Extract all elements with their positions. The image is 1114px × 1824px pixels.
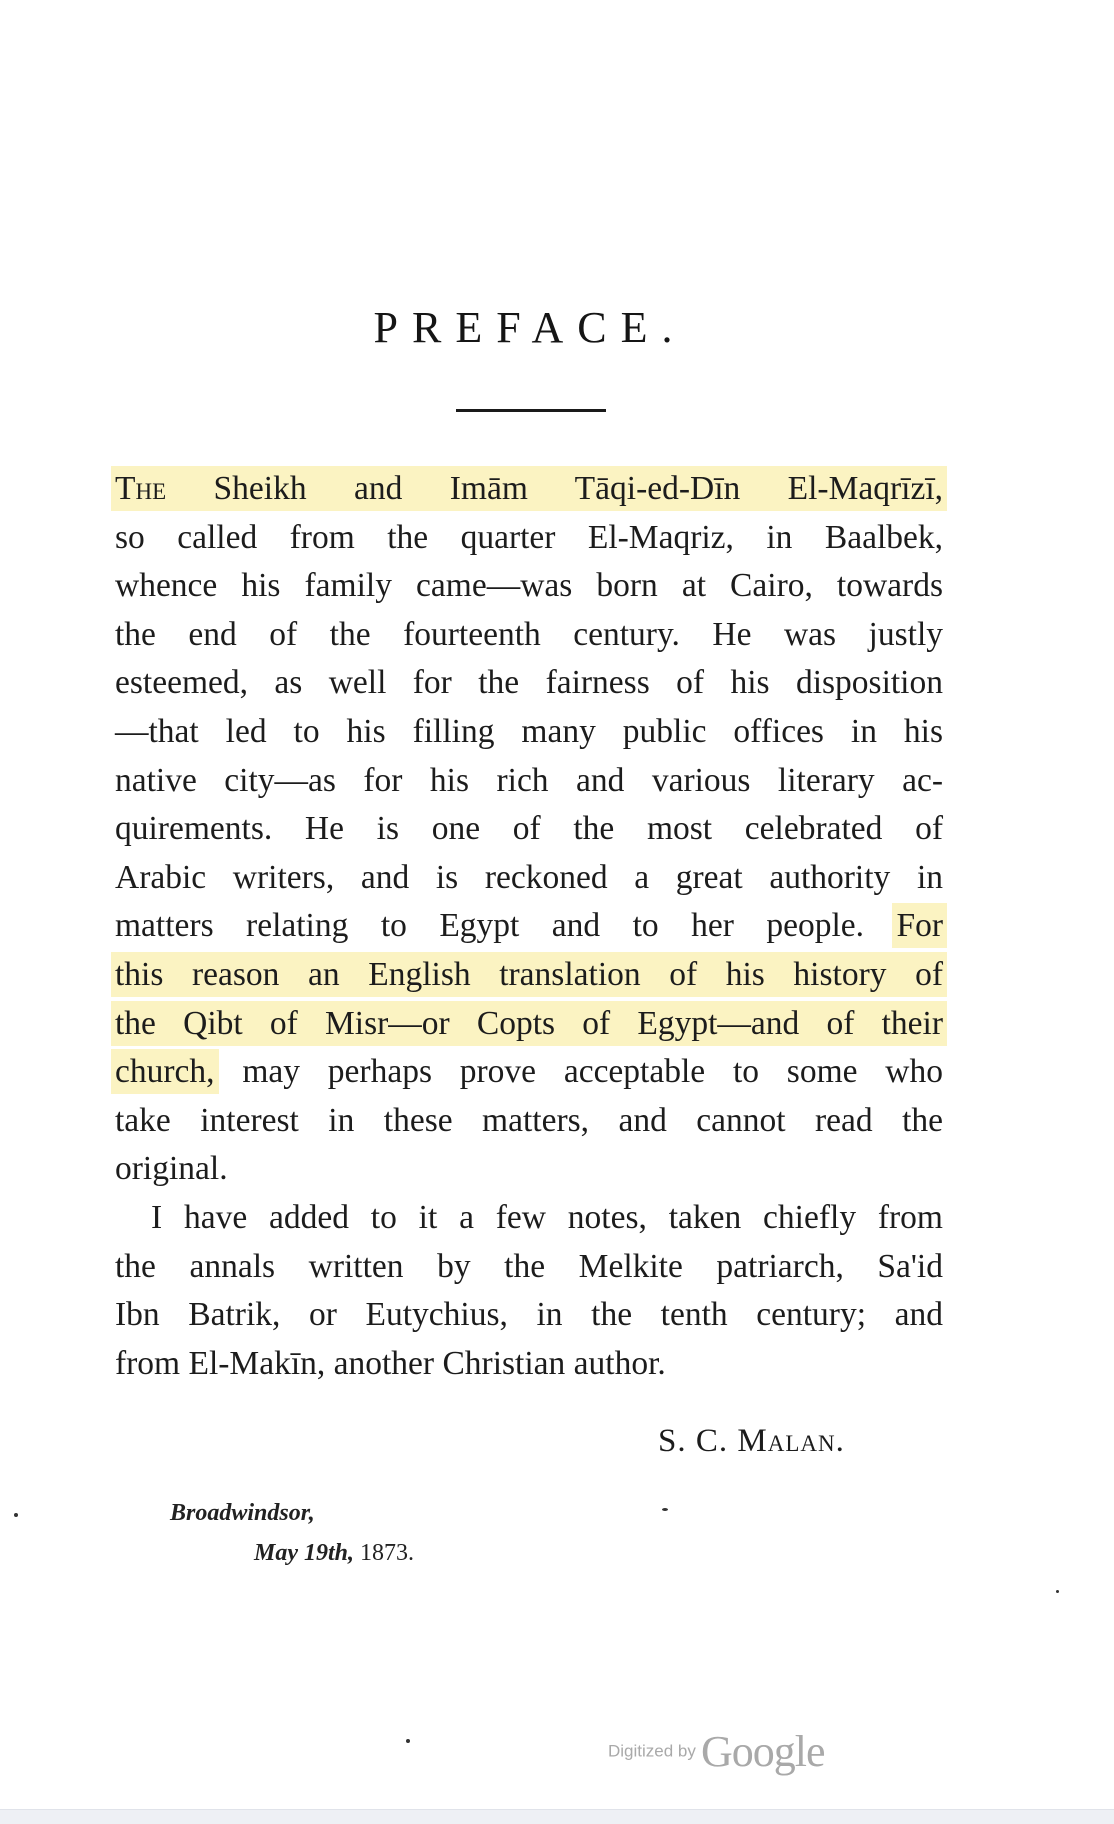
date-year: 1873. [360, 1540, 415, 1566]
author-signature: S. C. Malan. [658, 1423, 845, 1459]
date-day: May 19th, [254, 1540, 355, 1566]
preface-body [115, 465, 943, 1388]
text-line: original. [115, 1150, 228, 1188]
text-line [115, 1000, 943, 1049]
highlight-5: church, [115, 1053, 215, 1091]
text-line [115, 951, 943, 1000]
page-title: PREFACE. [373, 303, 687, 352]
date-line [254, 1540, 414, 1567]
text-line [115, 465, 943, 514]
line-text: matters relating to Egypt and to her people. [115, 907, 864, 945]
page-speck [14, 1513, 18, 1517]
page-speck [1056, 1590, 1059, 1593]
page-speck [406, 1739, 410, 1743]
text-line: from El-Makīn, another Christian author. [115, 1344, 666, 1382]
line-text: Sheikh and Imām Tāqi-ed-Dīn El-Maqrīzī, [213, 470, 943, 507]
line-text: may perhaps prove acceptable to some who [242, 1053, 943, 1091]
text-line: native city—as for his rich and various literary ac- [115, 761, 943, 799]
watermark-prefix: Digitized by [608, 1741, 696, 1761]
text-line: quirements. He is one of the most celebrated of [115, 810, 943, 848]
text-line: Arabic writers, and is reckoned a great authority in [115, 858, 943, 896]
highlight-2: For [896, 907, 943, 945]
text-line: the annals written by the Melkite patriarch, Sa'id [115, 1247, 943, 1285]
text-line: the end of the fourteenth century. He was justly [115, 615, 943, 653]
highlight-3: this reason an English translation of his history of [115, 955, 943, 993]
place-line: Broadwindsor, [170, 1500, 315, 1526]
text-line [115, 1048, 943, 1097]
page-speck [662, 1508, 668, 1511]
digitized-watermark [608, 1726, 825, 1777]
text-line: Ibn Batrik, or Eutychius, in the tenth century; and [115, 1296, 943, 1334]
text-line: so called from the quarter El-Maqriz, in Baalbek, [115, 518, 943, 556]
text-line: I have added to it a few notes, taken chiefly from [151, 1198, 943, 1236]
text-line [115, 902, 943, 951]
text-line: esteemed, as well for the fairness of his disposition [115, 664, 943, 702]
lead-word: The [115, 470, 167, 507]
title-rule [456, 409, 606, 412]
text-line: —that led to his filling many public offices in his [115, 712, 943, 750]
text-line: take interest in these matters, and cannot read the [115, 1101, 943, 1139]
google-logo: Google [700, 1727, 825, 1776]
bottom-strip [0, 1809, 1114, 1824]
highlight-1 [115, 470, 943, 507]
text-line: whence his family came—was born at Cairo, towards [115, 567, 943, 605]
highlight-4: the Qibt of Misr—or Copts of Egypt—and of their [115, 1004, 943, 1042]
